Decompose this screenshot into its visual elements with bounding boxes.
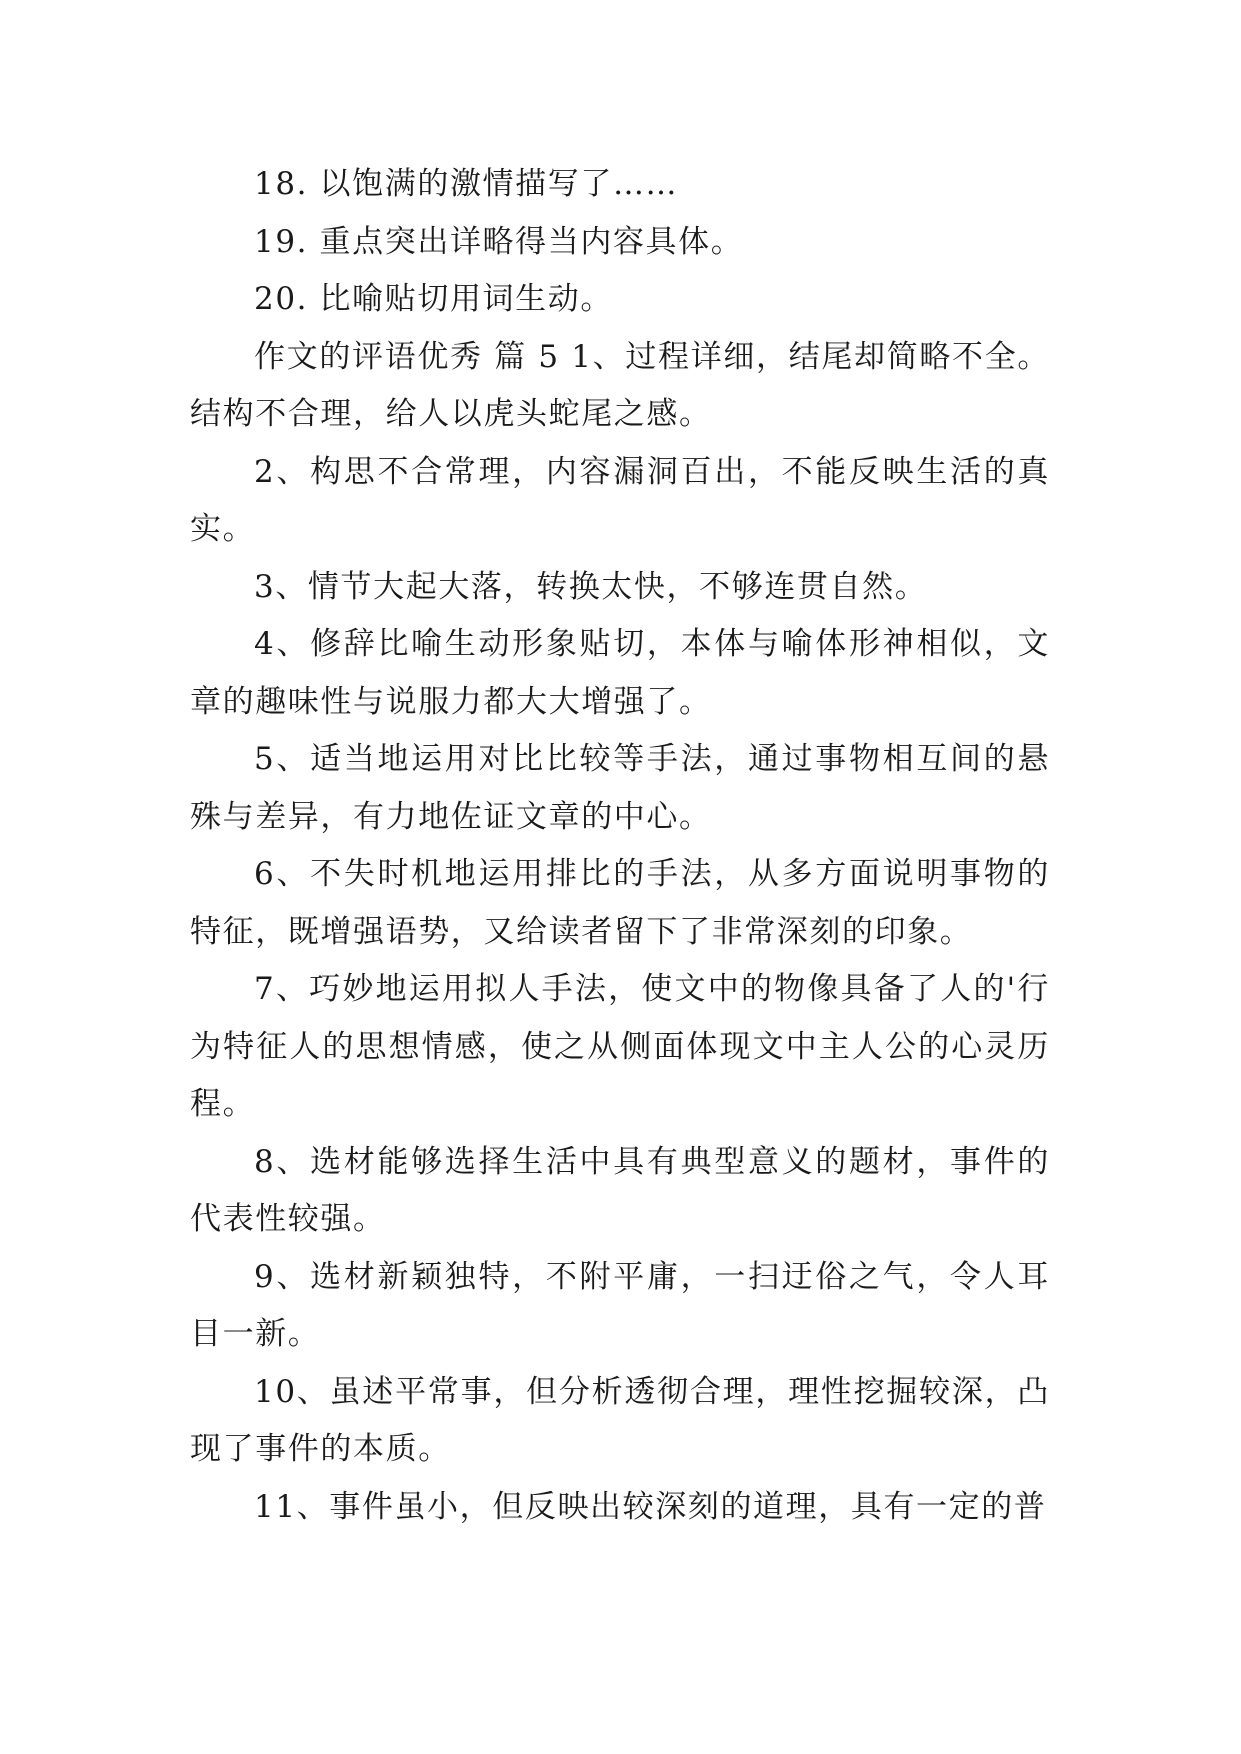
paragraph-10: 10、虽述平常事，但分析透彻合理，理性挖掘较深，凸现了事件的本质。 bbox=[190, 1373, 1050, 1467]
section-5-heading-paragraph-1: 作文的评语优秀 篇 5 1、过程详细，结尾却简略不全。结构不合理，给人以虎头蛇尾之感。 bbox=[190, 338, 1050, 432]
paragraph-20: 20. 比喻贴切用词生动。 bbox=[254, 281, 613, 317]
paragraph-18: 18. 以饱满的激情描写了…… bbox=[254, 166, 679, 202]
paragraph-8: 8、选材能够选择生活中具有典型意义的题材，事件的代表性较强。 bbox=[190, 1143, 1050, 1237]
paragraph-4: 4、修辞比喻生动形象贴切，本体与喻体形神相似，文章的趣味性与说服力都大大增强了。 bbox=[190, 626, 1050, 720]
paragraph-3: 3、情节大起大落，转换太快，不够连贯自然。 bbox=[254, 568, 928, 605]
paragraph-7: 7、巧妙地运用拟人手法，使文中的物像具备了人的'行为特征人的思想情感，使之从侧面体现文中主人公的心灵历程。 bbox=[190, 971, 1050, 1122]
paragraph-6: 6、不失时机地运用排比的手法，从多方面说明事物的特征，既增强语势，又给读者留下了非常深刻的印象。 bbox=[190, 856, 1050, 950]
document-body bbox=[190, 156, 1050, 1536]
paragraph-5: 5、适当地运用对比比较等手法，通过事物相互间的悬殊与差异，有力地佐证文章的中心。 bbox=[190, 741, 1050, 835]
paragraph-2: 2、构思不合常理，内容漏洞百出，不能反映生活的真实。 bbox=[190, 453, 1050, 547]
paragraph-9: 9、选材新颖独特，不附平庸，一扫迂俗之气，令人耳目一新。 bbox=[190, 1258, 1050, 1352]
paragraph-11: 11、事件虽小，但反映出较深刻的道理，具有一定的普 bbox=[254, 1488, 1047, 1525]
paragraph-19: 19. 重点突出详略得当内容具体。 bbox=[254, 223, 744, 260]
